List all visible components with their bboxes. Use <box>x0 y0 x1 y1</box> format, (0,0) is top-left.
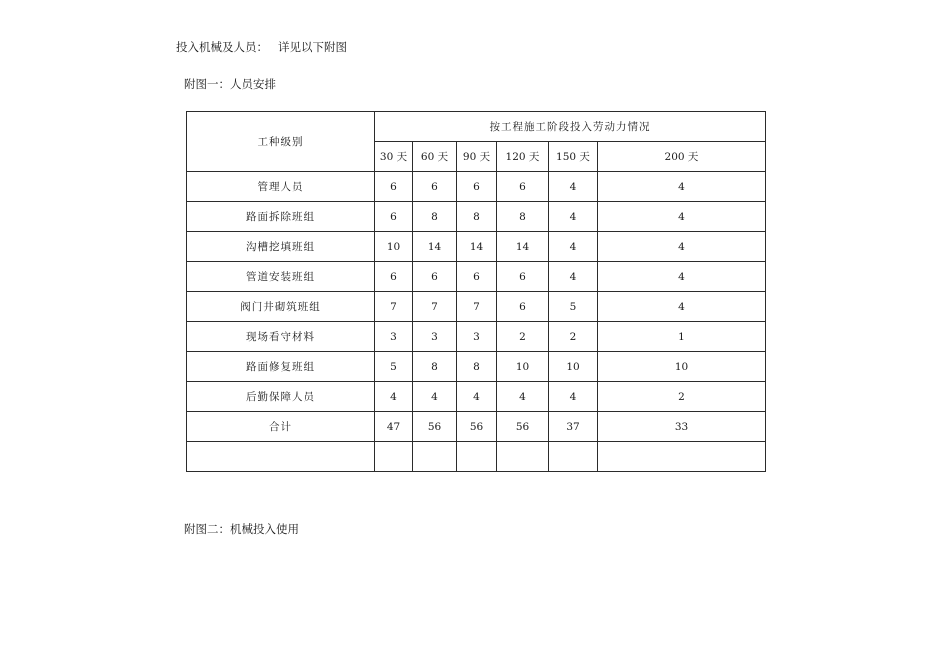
value-cell: 47 <box>375 412 413 442</box>
figure1-title: 附图一：人员安排 <box>184 77 276 91</box>
value-cell: 6 <box>497 292 549 322</box>
value-cell: 4 <box>549 172 598 202</box>
row-label: 现场看守材料 <box>187 322 375 352</box>
value-cell: 4 <box>598 232 766 262</box>
value-cell: 2 <box>549 322 598 352</box>
table-row <box>187 412 766 442</box>
figure2-title: 附图二：机械投入使用 <box>184 522 299 536</box>
value-cell: 3 <box>457 322 497 352</box>
value-cell: 6 <box>375 262 413 292</box>
value-cell: 5 <box>375 352 413 382</box>
empty-cell <box>457 442 497 472</box>
value-cell: 7 <box>413 292 457 322</box>
empty-cell <box>549 442 598 472</box>
value-cell: 10 <box>549 352 598 382</box>
value-cell: 5 <box>549 292 598 322</box>
value-cell: 3 <box>413 322 457 352</box>
row-label: 路面拆除班组 <box>187 202 375 232</box>
value-cell: 4 <box>549 262 598 292</box>
value-cell: 7 <box>457 292 497 322</box>
table-row <box>187 172 766 202</box>
group-header: 按工程施工阶段投入劳动力情况 <box>375 112 766 142</box>
value-cell: 4 <box>375 382 413 412</box>
intro-text: 详见以下附图 <box>278 40 347 54</box>
row-label: 管理人员 <box>187 172 375 202</box>
value-cell: 4 <box>497 382 549 412</box>
stage-header: 90 天 <box>457 142 497 172</box>
table-row <box>187 262 766 292</box>
value-cell: 4 <box>549 232 598 262</box>
empty-row <box>187 442 766 472</box>
value-cell: 8 <box>457 352 497 382</box>
value-cell: 10 <box>497 352 549 382</box>
row-label: 管道安装班组 <box>187 262 375 292</box>
corner-header: 工种级别 <box>187 112 375 172</box>
table-row <box>187 292 766 322</box>
value-cell: 6 <box>497 262 549 292</box>
row-label: 后勤保障人员 <box>187 382 375 412</box>
value-cell: 6 <box>375 172 413 202</box>
value-cell: 7 <box>375 292 413 322</box>
value-cell: 8 <box>413 202 457 232</box>
empty-cell <box>497 442 549 472</box>
row-label: 阀门井砌筑班组 <box>187 292 375 322</box>
value-cell: 4 <box>598 292 766 322</box>
empty-cell <box>413 442 457 472</box>
stage-header: 200 天 <box>598 142 766 172</box>
value-cell: 4 <box>413 382 457 412</box>
row-label: 合计 <box>187 412 375 442</box>
stage-header: 30 天 <box>375 142 413 172</box>
table-row <box>187 202 766 232</box>
value-cell: 6 <box>413 172 457 202</box>
row-label: 沟槽挖填班组 <box>187 232 375 262</box>
value-cell: 4 <box>598 172 766 202</box>
value-cell: 8 <box>497 202 549 232</box>
value-cell: 14 <box>413 232 457 262</box>
value-cell: 2 <box>497 322 549 352</box>
table-row <box>187 322 766 352</box>
table-row <box>187 232 766 262</box>
table-row <box>187 382 766 412</box>
row-label: 路面修复班组 <box>187 352 375 382</box>
value-cell: 4 <box>549 382 598 412</box>
value-cell: 10 <box>598 352 766 382</box>
value-cell: 56 <box>497 412 549 442</box>
empty-cell <box>598 442 766 472</box>
value-cell: 6 <box>457 172 497 202</box>
value-cell: 4 <box>457 382 497 412</box>
value-cell: 14 <box>497 232 549 262</box>
value-cell: 56 <box>457 412 497 442</box>
value-cell: 37 <box>549 412 598 442</box>
table-row <box>187 352 766 382</box>
value-cell: 3 <box>375 322 413 352</box>
intro-label: 投入机械及人员： <box>176 40 268 54</box>
value-cell: 6 <box>413 262 457 292</box>
stage-header: 150 天 <box>549 142 598 172</box>
value-cell: 6 <box>457 262 497 292</box>
value-cell: 6 <box>375 202 413 232</box>
value-cell: 33 <box>598 412 766 442</box>
table-body <box>187 172 766 442</box>
staffing-table <box>186 111 766 472</box>
empty-cell <box>375 442 413 472</box>
value-cell: 8 <box>457 202 497 232</box>
value-cell: 8 <box>413 352 457 382</box>
empty-cell <box>187 442 375 472</box>
value-cell: 6 <box>497 172 549 202</box>
value-cell: 10 <box>375 232 413 262</box>
value-cell: 4 <box>549 202 598 232</box>
stage-header: 60 天 <box>413 142 457 172</box>
value-cell: 4 <box>598 202 766 232</box>
intro-line <box>176 39 347 55</box>
value-cell: 14 <box>457 232 497 262</box>
value-cell: 2 <box>598 382 766 412</box>
value-cell: 1 <box>598 322 766 352</box>
header-row-1 <box>187 112 766 142</box>
stage-header: 120 天 <box>497 142 549 172</box>
value-cell: 56 <box>413 412 457 442</box>
value-cell: 4 <box>598 262 766 292</box>
